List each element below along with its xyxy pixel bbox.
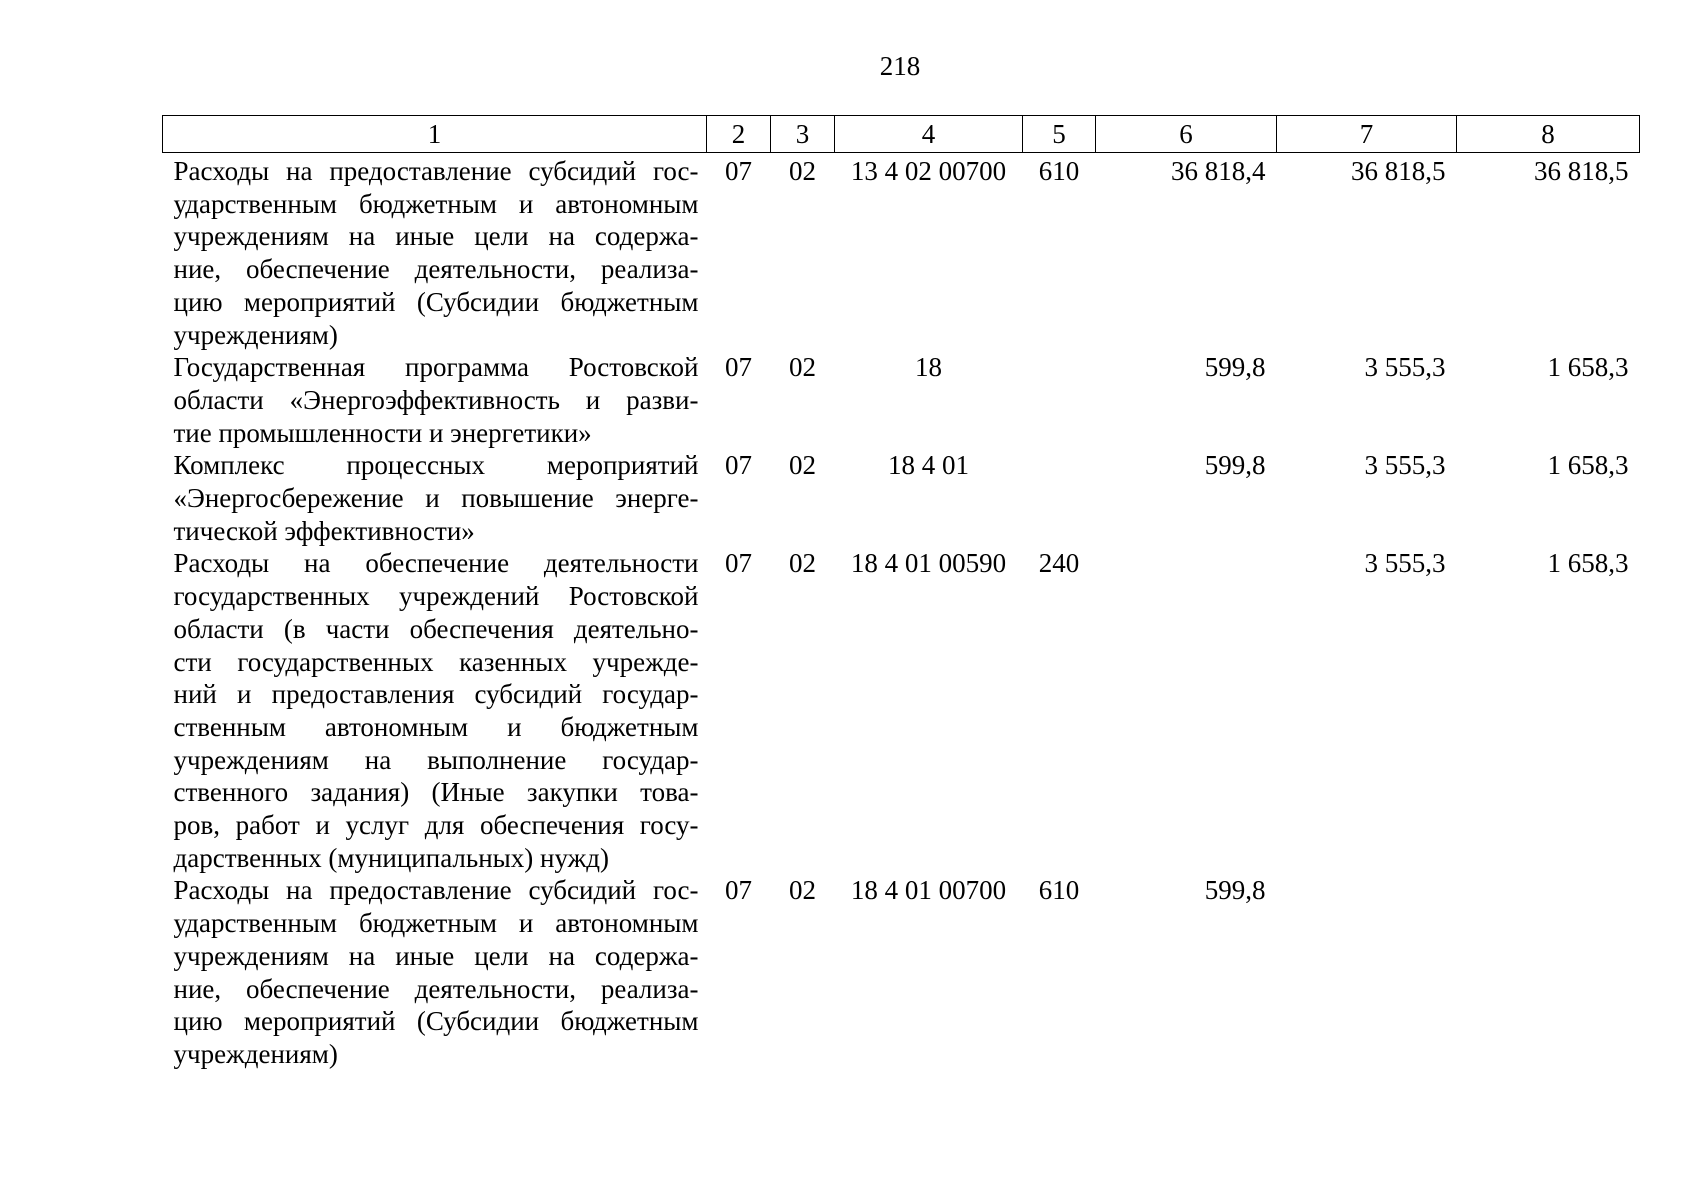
table-row xyxy=(163,547,1640,874)
row-name-line: области «Энергоэффективность и разви- xyxy=(173,384,699,415)
amount-col7-cell: 3 555,3 xyxy=(1364,548,1446,579)
row-name-line: ний и предоставления субсидий государ- xyxy=(173,679,699,710)
subsection-cell: 02 xyxy=(789,450,816,481)
column-header: 4 xyxy=(835,116,1023,153)
row-name-cell xyxy=(163,874,707,1070)
section-cell: 07 xyxy=(725,450,752,481)
target-article-cell: 18 4 01 00700 xyxy=(850,875,1007,906)
amount-col8-cell: 36 818,5 xyxy=(1534,156,1629,186)
amount-col7-cell: 3 555,3 xyxy=(1364,352,1446,383)
row-name-line: ние, обеспечение деятельности, реализа- xyxy=(173,254,699,285)
row-name-line: учреждениям на выполнение государ- xyxy=(173,744,699,775)
amount-col6-cell: 599,8 xyxy=(1204,352,1266,383)
amount-col7-cell: 3 555,3 xyxy=(1364,450,1446,481)
amount-col7-cell xyxy=(1277,874,1457,1070)
table-header-row xyxy=(163,116,1640,153)
expense-type-cell xyxy=(1023,351,1096,449)
section-cell: 07 xyxy=(725,548,752,579)
expense-type-cell: 610 xyxy=(1038,875,1080,906)
table-row xyxy=(163,351,1640,449)
row-name-line: учреждениям на иные цели на содержа- xyxy=(173,221,699,252)
column-header: 5 xyxy=(1023,116,1096,153)
row-name-cell xyxy=(163,351,707,449)
amount-col6-cell: 36 818,4 xyxy=(1171,156,1266,186)
table-row xyxy=(163,874,1640,1070)
row-name-line: учреждениям) xyxy=(173,1038,338,1069)
column-header: 1 xyxy=(163,116,707,153)
row-name-line: ров, работ и услуг для обеспечения госу- xyxy=(173,810,699,841)
section-cell: 07 xyxy=(725,875,752,906)
row-name-line: Расходы на предоставление субсидий гос- xyxy=(173,156,699,186)
column-header: 6 xyxy=(1096,116,1277,153)
target-article-cell: 13 4 02 00700 xyxy=(850,156,1007,186)
amount-col8-cell: 1 658,3 xyxy=(1547,548,1629,579)
subsection-cell: 02 xyxy=(789,548,816,579)
row-name-line: ударственным бюджетным и автономным xyxy=(173,908,699,939)
table-row xyxy=(163,449,1640,547)
amount-col6-cell xyxy=(1096,547,1277,874)
row-name-line: Комплекс процессных мероприятий xyxy=(173,450,699,481)
row-name-line: сти государственных казенных учрежде- xyxy=(173,646,699,677)
row-name-cell xyxy=(163,449,707,547)
row-name-line: ственного задания) (Иные закупки това- xyxy=(173,777,699,808)
column-header: 7 xyxy=(1277,116,1457,153)
row-name-line: тической эффективности» xyxy=(173,515,475,546)
page-number: 218 xyxy=(879,51,921,81)
row-name-cell xyxy=(163,153,707,352)
row-name-line: государственных учреждений Ростовской xyxy=(173,581,699,612)
row-name-line: Расходы на обеспечение деятельности xyxy=(173,548,699,579)
amount-col7-cell: 36 818,5 xyxy=(1351,156,1446,186)
row-name-line: ние, обеспечение деятельности, реализа- xyxy=(173,973,699,1004)
row-name-line: Государственная программа Ростовской xyxy=(173,352,699,383)
subsection-cell: 02 xyxy=(789,352,816,383)
target-article-cell: 18 xyxy=(915,352,942,383)
section-cell: 07 xyxy=(725,156,752,186)
subsection-cell: 02 xyxy=(789,875,816,906)
row-name-line: цию мероприятий (Субсидии бюджетным xyxy=(173,286,699,317)
row-name-cell xyxy=(163,547,707,874)
budget-table xyxy=(162,115,1640,1071)
table-row xyxy=(163,153,1640,352)
row-name-line: учреждениям на иные цели на содержа- xyxy=(173,940,699,971)
column-header: 8 xyxy=(1457,116,1640,153)
amount-col8-cell: 1 658,3 xyxy=(1547,450,1629,481)
row-name-line: учреждениям) xyxy=(173,319,338,350)
row-name-line: ственным автономным и бюджетным xyxy=(173,711,699,742)
expense-type-cell xyxy=(1023,449,1096,547)
expense-type-cell: 610 xyxy=(1038,156,1080,186)
row-name-line: ударственным бюджетным и автономным xyxy=(173,188,699,219)
row-name-line: цию мероприятий (Субсидии бюджетным xyxy=(173,1006,699,1037)
row-name-line: Расходы на предоставление субсидий гос- xyxy=(173,875,699,906)
amount-col6-cell: 599,8 xyxy=(1204,450,1266,481)
amount-col8-cell: 1 658,3 xyxy=(1547,352,1629,383)
target-article-cell: 18 4 01 xyxy=(888,450,969,481)
subsection-cell: 02 xyxy=(789,156,816,186)
target-article-cell: 18 4 01 00590 xyxy=(850,548,1007,579)
row-name-line: тие промышленности и энергетики» xyxy=(173,417,592,448)
row-name-line: дарственных (муниципальных) нужд) xyxy=(173,842,610,873)
row-name-line: области (в части обеспечения деятельно- xyxy=(173,613,699,644)
row-name-line: «Энергосбережение и повышение энерге- xyxy=(173,483,699,514)
section-cell: 07 xyxy=(725,352,752,383)
column-header: 3 xyxy=(771,116,835,153)
expense-type-cell: 240 xyxy=(1038,548,1080,579)
column-header: 2 xyxy=(707,116,771,153)
amount-col6-cell: 599,8 xyxy=(1204,875,1266,906)
amount-col8-cell xyxy=(1457,874,1640,1070)
